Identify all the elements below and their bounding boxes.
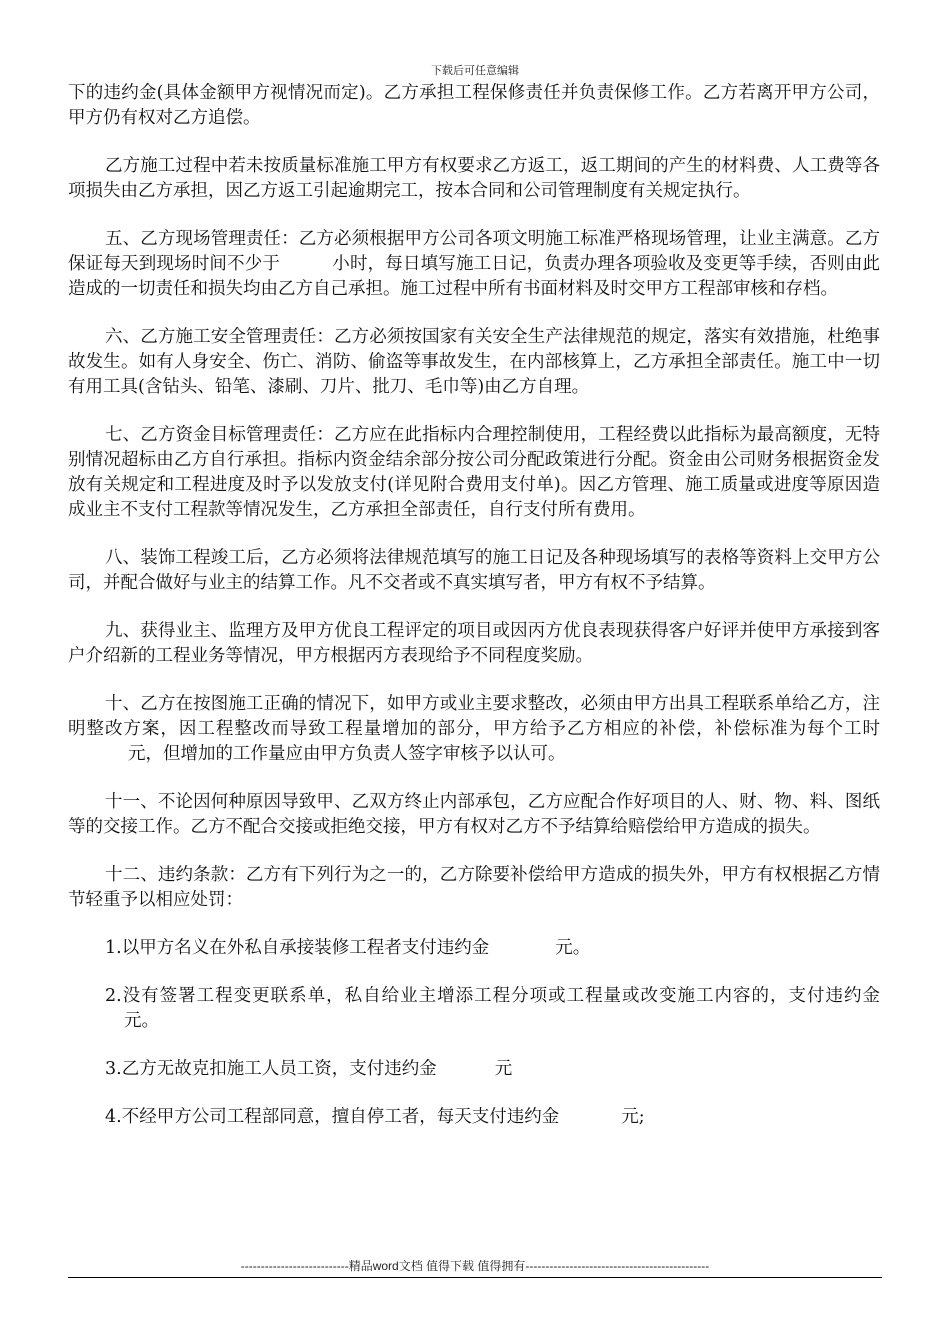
list-item-4 xyxy=(68,1105,880,1130)
document-body xyxy=(68,81,880,1153)
text-segment: 元，但增加的工作量应由甲方负责人签字审核予以认可。 xyxy=(128,744,566,764)
text-segment: 4.不经甲方公司工程部同意，擅自停工者，每天支付违约金 xyxy=(105,1107,560,1127)
text-segment: 小时，每日填写施工日记，负责办理各项验收及变更等手续，否则由此造成的一切责任和损失均由乙方自己承担。施工过程中所有书面材料及时交甲方工程部审核和存档。 xyxy=(68,254,880,299)
text-segment: 元。 xyxy=(124,1011,159,1031)
list-item-1 xyxy=(68,936,880,961)
paragraph-funds: 七、乙方资金目标管理责任：乙方应在此指标内合理控制使用，工程经费以此指标为最高额度，无特别情况超标由乙方自行承担。指标内资金结余部分按公司分配政策进行分配。资金由公司财务根据资金发放有关规定和工程进度及时予以发放支付(详见附合费用支付单)。因乙方管理、施工质量或进度等原因造成业主不支付工程款等情况发生，乙方承担全部责任，自行支付所有费用。 xyxy=(68,425,880,520)
text-segment: 元 xyxy=(494,1059,513,1079)
list-item-2 xyxy=(68,984,880,1034)
page-footer: ---------------------------精品word文档 值得下载 值得拥有---------------------------------------------- xyxy=(240,1259,710,1273)
paragraph-termination: 十一、不论因何种原因导致甲、乙双方终止内部承包，乙方应配合作好项目的人、财、物、料、图纸等的交接工作。乙方不配合交接或拒绝交接，甲方有权对乙方不予结算给赔偿给甲方造成的损失。 xyxy=(68,792,880,837)
paragraph-rework: 乙方施工过程中若未按质量标准施工甲方有权要求乙方返工，返工期间的产生的材料费、人工费等各项损失由乙方承担，因乙方返工引起逾期完工，按本合同和公司管理制度有关规定执行。 xyxy=(68,156,880,201)
text-segment: 十、乙方在按图施工正确的情况下，如甲方或业主要求整改，必须由甲方出具工程联系单给乙方，注明整改方案，因工程整改而导致工程量增加的部分，甲方给予乙方相应的补偿，补偿标准为每个工时 xyxy=(68,694,880,739)
paragraph-completion: 八、装饰工程竣工后，乙方必须将法律规范填写的施工日记及各种现场填写的表格等资料上交甲方公司，并配合做好与业主的结算工作。凡不交者或不真实填写者，甲方有权不予结算。 xyxy=(68,548,880,593)
list-item-3 xyxy=(68,1057,880,1082)
text-segment: 元。 xyxy=(555,938,591,958)
paragraph-breach-continuation: 下的违约金(具体金额甲方视情况而定)。乙方承担工程保修责任并负责保修工作。乙方若离开甲方公司，甲方仍有权对乙方追偿。 xyxy=(68,83,880,128)
text-segment: 五、乙方现场管理责任：乙方必须根据甲方公司各项文明施工标准严格现场管理，让业主满意。乙方保证每天到现场时间不少于 xyxy=(68,229,880,274)
paragraph-site-management xyxy=(68,227,880,302)
text-segment: 1.以甲方名义在外私自承接装修工程者支付违约金 xyxy=(105,938,490,958)
page-header: 下载后可任意编辑 xyxy=(431,64,519,77)
text-segment: 3.乙方无故克扣施工人员工资，支付违约金 xyxy=(105,1059,437,1079)
footer-divider xyxy=(68,1277,882,1278)
paragraph-rectification xyxy=(68,692,880,767)
paragraph-rewards: 九、获得业主、监理方及甲方优良工程评定的项目或因丙方优良表现获得客户好评并使甲方承接到客户介绍新的工程业务等情况，甲方根据丙方表现给予不同程度奖励。 xyxy=(68,621,880,666)
paragraph-breach-terms: 十二、违约条款：乙方有下列行为之一的，乙方除要补偿给甲方造成的损失外，甲方有权根据乙方情节轻重予以相应处罚： xyxy=(68,865,880,910)
text-segment: 元; xyxy=(621,1107,645,1127)
text-segment: 2.没有签署工程变更联系单，私自给业主增添工程分项或工程量或改变施工内容的，支付违约金 xyxy=(105,986,880,1006)
paragraph-safety: 六、乙方施工安全管理责任：乙方必须按国家有关安全生产法律规范的规定，落实有效措施，杜绝事故发生。如有人身安全、伤亡、消防、偷盗等事故发生，在内部核算上，乙方承担全部责任。施工中一切有用工具(含钻头、铅笔、漆刷、刀片、批刀、毛巾等)由乙方自理。 xyxy=(68,327,880,397)
